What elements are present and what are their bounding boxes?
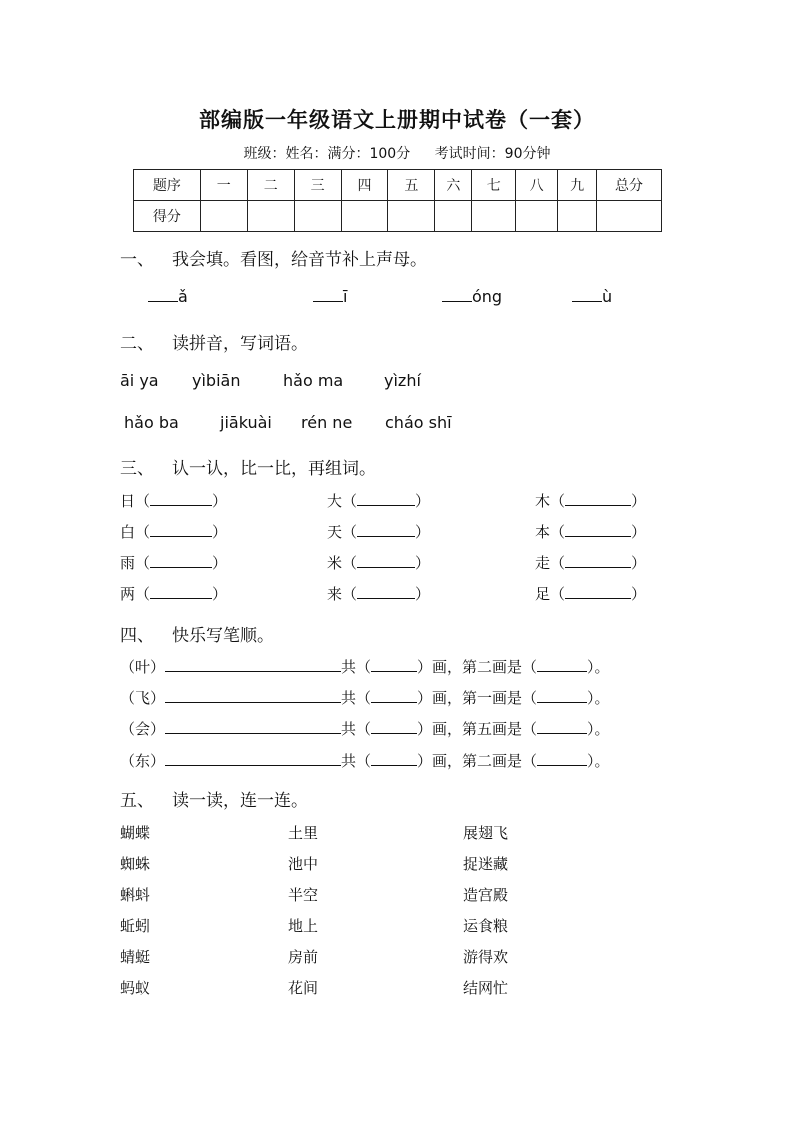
answer-blank[interactable] bbox=[371, 719, 417, 734]
word-group-item: 走（ ） bbox=[535, 554, 647, 572]
stroke-order-row: （飞） 共（ ）画，第一画是（ ）。 bbox=[120, 689, 610, 707]
pinyin-final: óng bbox=[472, 287, 503, 306]
match-item-place[interactable]: 土里 bbox=[288, 824, 319, 842]
score-header-cell: 三 bbox=[294, 170, 341, 201]
pinyin-final: ù bbox=[602, 287, 613, 306]
page-title: 部编版一年级语文上册期中试卷（一套） bbox=[199, 108, 595, 132]
score-header-cell: 九 bbox=[558, 170, 597, 201]
pinyin-word: yìbiān bbox=[192, 371, 241, 390]
answer-blank[interactable] bbox=[150, 553, 212, 568]
score-cell[interactable] bbox=[247, 201, 294, 232]
score-header-cell: 题序 bbox=[134, 170, 201, 201]
score-header-cell: 六 bbox=[435, 170, 472, 201]
pinyin-word: yìzhí bbox=[384, 371, 421, 390]
section1-item bbox=[572, 287, 612, 306]
section2-number: 二、 bbox=[120, 334, 154, 354]
section1-number: 一、 bbox=[120, 250, 154, 270]
match-item-action[interactable]: 捉迷藏 bbox=[463, 855, 509, 873]
answer-blank[interactable] bbox=[537, 657, 587, 672]
answer-blank[interactable] bbox=[150, 491, 212, 506]
match-item-action[interactable]: 游得欢 bbox=[463, 948, 509, 966]
answer-blank[interactable] bbox=[371, 657, 417, 672]
pinyin-final: ī bbox=[343, 287, 348, 306]
stroke-blank[interactable] bbox=[165, 751, 341, 766]
score-cell[interactable] bbox=[435, 201, 472, 232]
section3-title: 认一认，比一比，再组词。 bbox=[172, 459, 376, 479]
match-item-action[interactable]: 造宫殿 bbox=[463, 886, 509, 904]
exam-info-left: 班级：姓名：满分：100分 bbox=[243, 146, 411, 162]
match-item-place[interactable]: 房前 bbox=[288, 948, 319, 966]
pinyin-word: hǎo ma bbox=[283, 371, 344, 390]
word-group-item: 米（ ） bbox=[327, 554, 431, 572]
score-cell[interactable] bbox=[558, 201, 597, 232]
score-header-cell: 二 bbox=[247, 170, 294, 201]
answer-blank[interactable] bbox=[357, 584, 415, 599]
answer-blank[interactable] bbox=[565, 584, 631, 599]
stroke-order-row: （东） 共（ ）画，第二画是（ ）。 bbox=[120, 752, 610, 770]
stroke-blank[interactable] bbox=[165, 688, 341, 703]
section1-title: 我会填。看图，给音节补上声母。 bbox=[172, 250, 427, 270]
match-item-action[interactable]: 运食粮 bbox=[463, 917, 509, 935]
word-group-item: 雨（ ） bbox=[120, 554, 228, 572]
word-group-item: 本（ ） bbox=[535, 523, 647, 541]
match-item-action[interactable]: 展翅飞 bbox=[463, 824, 509, 842]
answer-blank[interactable] bbox=[357, 553, 415, 568]
word-group-item: 来（ ） bbox=[327, 585, 431, 603]
pinyin-final: ǎ bbox=[178, 287, 188, 306]
score-header-cell: 八 bbox=[516, 170, 558, 201]
section5-title: 读一读，连一连。 bbox=[172, 791, 308, 811]
match-item-insect[interactable]: 蜘蛛 bbox=[120, 855, 151, 873]
pinyin-word: āi ya bbox=[120, 371, 159, 390]
answer-blank[interactable] bbox=[442, 287, 472, 302]
answer-blank[interactable] bbox=[150, 584, 212, 599]
word-group-item: 白（ ） bbox=[120, 523, 228, 541]
exam-info bbox=[0, 143, 794, 163]
score-header-cell: 七 bbox=[472, 170, 516, 201]
section3-heading bbox=[120, 454, 376, 479]
section1-item bbox=[148, 287, 188, 306]
stroke-order-row: （叶） 共（ ）画，第二画是（ ）。 bbox=[120, 658, 610, 676]
section3-number: 三、 bbox=[120, 459, 154, 479]
match-item-insect[interactable]: 蜻蜓 bbox=[120, 948, 151, 966]
answer-blank[interactable] bbox=[565, 491, 631, 506]
answer-blank[interactable] bbox=[357, 522, 415, 537]
section1-heading bbox=[120, 245, 427, 270]
stroke-order-row: （会） 共（ ）画，第五画是（ ）。 bbox=[120, 720, 610, 738]
match-item-insect[interactable]: 蚯蚓 bbox=[120, 917, 151, 935]
answer-blank[interactable] bbox=[357, 491, 415, 506]
stroke-blank[interactable] bbox=[165, 657, 341, 672]
answer-blank[interactable] bbox=[537, 719, 587, 734]
word-group-item: 日（ ） bbox=[120, 492, 228, 510]
section5-heading bbox=[120, 786, 308, 811]
score-header-cell: 五 bbox=[388, 170, 435, 201]
score-cell[interactable] bbox=[472, 201, 516, 232]
match-item-place[interactable]: 池中 bbox=[288, 855, 319, 873]
score-cell[interactable] bbox=[341, 201, 388, 232]
section2-title: 读拼音，写词语。 bbox=[172, 334, 308, 354]
section2-heading bbox=[120, 329, 308, 354]
score-header-cell: 四 bbox=[341, 170, 388, 201]
answer-blank[interactable] bbox=[572, 287, 602, 302]
score-table-header-row bbox=[134, 170, 662, 201]
score-cell[interactable] bbox=[597, 201, 662, 232]
score-row-label: 得分 bbox=[134, 201, 201, 232]
match-item-place[interactable]: 半空 bbox=[288, 886, 319, 904]
section4-number: 四、 bbox=[120, 626, 154, 646]
section4-title: 快乐写笔顺。 bbox=[172, 626, 274, 646]
score-header-cell: 总分 bbox=[597, 170, 662, 201]
section5-number: 五、 bbox=[120, 791, 154, 811]
score-table bbox=[133, 169, 662, 232]
word-group-item: 天（ ） bbox=[327, 523, 431, 541]
match-item-place[interactable]: 花间 bbox=[288, 979, 319, 997]
answer-blank[interactable] bbox=[537, 688, 587, 703]
answer-blank[interactable] bbox=[313, 287, 343, 302]
answer-blank[interactable] bbox=[537, 751, 587, 766]
match-item-insect[interactable]: 蚂蚁 bbox=[120, 979, 151, 997]
section1-item bbox=[313, 287, 347, 306]
word-group-item: 足（ ） bbox=[535, 585, 647, 603]
score-table-score-row bbox=[134, 201, 662, 232]
pinyin-word: jiākuài bbox=[220, 413, 272, 432]
match-item-place[interactable]: 地上 bbox=[288, 917, 319, 935]
score-cell[interactable] bbox=[388, 201, 435, 232]
answer-blank[interactable] bbox=[565, 553, 631, 568]
section4-heading bbox=[120, 621, 274, 646]
match-item-action[interactable]: 结网忙 bbox=[463, 979, 509, 997]
answer-blank[interactable] bbox=[150, 522, 212, 537]
score-cell[interactable] bbox=[294, 201, 341, 232]
answer-blank[interactable] bbox=[148, 287, 178, 302]
match-item-insect[interactable]: 蝌蚪 bbox=[120, 886, 151, 904]
pinyin-word: rén ne bbox=[301, 413, 353, 432]
exam-info-right: 考试时间：90分钟 bbox=[434, 146, 551, 162]
word-group-item: 两（ ） bbox=[120, 585, 228, 603]
word-group-item: 大（ ） bbox=[327, 492, 431, 510]
answer-blank[interactable] bbox=[371, 751, 417, 766]
score-cell[interactable] bbox=[200, 201, 247, 232]
answer-blank[interactable] bbox=[371, 688, 417, 703]
section1-item bbox=[442, 287, 502, 306]
score-header-cell: 一 bbox=[200, 170, 247, 201]
pinyin-word: hǎo ba bbox=[124, 413, 179, 432]
score-cell[interactable] bbox=[516, 201, 558, 232]
word-group-item: 木（ ） bbox=[535, 492, 647, 510]
stroke-blank[interactable] bbox=[165, 719, 341, 734]
answer-blank[interactable] bbox=[565, 522, 631, 537]
pinyin-word: cháo shī bbox=[385, 413, 452, 432]
match-item-insect[interactable]: 蝴蝶 bbox=[120, 824, 151, 842]
